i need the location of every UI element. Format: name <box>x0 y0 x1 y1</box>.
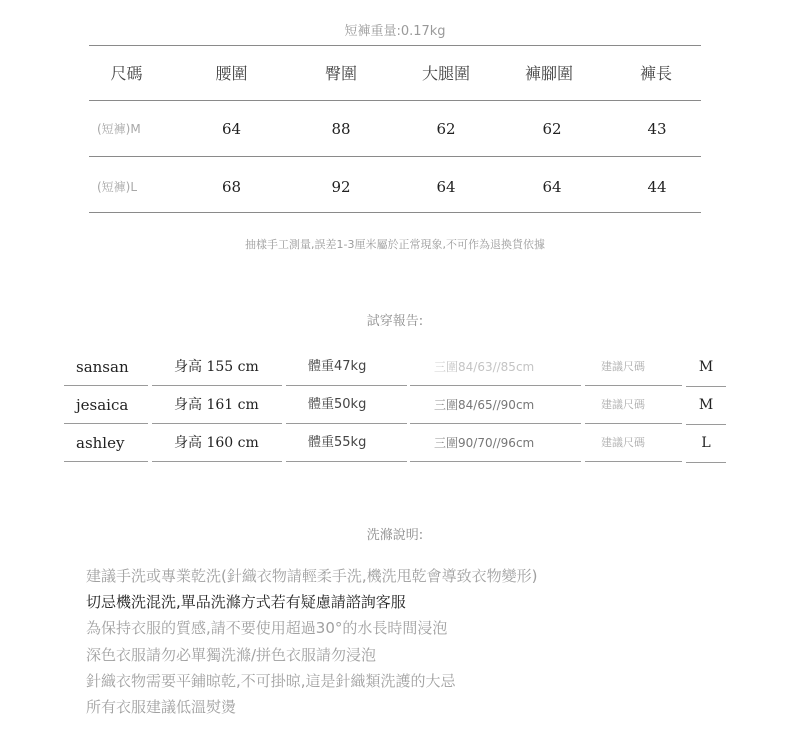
cell-length: 44 <box>647 178 667 196</box>
recommended-size-label: 建議尺碼 <box>585 386 682 424</box>
recommended-size: L <box>686 424 726 463</box>
row-size-label: (短褲)M <box>97 122 141 136</box>
tester-height: 身高 161 cm <box>152 386 282 424</box>
washing-line: 建議手洗或專業乾洗(針織衣物請輕柔手洗,機洗甩乾會導致衣物變形) <box>86 567 538 585</box>
tester-weight: 體重55kg <box>286 424 407 462</box>
cell-leg-opening: 64 <box>542 178 562 196</box>
tester-measurements: 三圍84/65//90cm <box>410 386 581 424</box>
washing-line: 深色衣服請勿必單獨洗滌/拼色衣服請勿浸泡 <box>86 646 377 664</box>
tester-measurements: 三圍84/63//85cm <box>410 348 581 386</box>
washing-line: 所有衣服建議低溫熨燙 <box>86 698 237 716</box>
tester-name: jesaica <box>64 386 148 424</box>
header-thigh: 大腿圍 <box>421 64 470 83</box>
tester-height: 身高 155 cm <box>152 348 282 386</box>
cell-thigh: 62 <box>436 120 456 138</box>
try-on-report-title: 試穿報告: <box>366 314 424 329</box>
cell-length: 43 <box>647 120 667 138</box>
header-waist: 腰圍 <box>215 64 248 83</box>
row-size-label: (短褲)L <box>97 180 138 194</box>
header-hip: 臀圍 <box>324 64 357 83</box>
cell-hip: 88 <box>331 120 351 138</box>
cell-waist: 64 <box>221 120 242 138</box>
tester-measurements: 三圍90/70//96cm <box>410 424 581 462</box>
cell-waist: 68 <box>221 178 242 196</box>
tester-weight: 體重47kg <box>286 348 407 386</box>
table-bottom-rule <box>89 212 701 213</box>
tester-name: ashley <box>64 424 148 462</box>
header-length: 褲長 <box>639 64 672 83</box>
recommended-size-label: 建議尺碼 <box>585 424 682 462</box>
table-row-rule <box>89 156 701 157</box>
tester-weight: 體重50kg <box>286 386 407 424</box>
cell-thigh: 64 <box>436 178 456 196</box>
washing-line: 針織衣物需要平鋪晾乾,不可掛晾,這是針織類洗護的大忌 <box>86 672 456 690</box>
header-leg-opening: 褲腳圍 <box>524 64 573 83</box>
size-table-header-row <box>89 46 701 102</box>
measurement-note: 抽樣手工測量,誤差1-3厘米屬於正常現象,不可作為退換貨依據 <box>245 238 545 251</box>
recommended-size: M <box>686 348 726 387</box>
cell-leg-opening: 62 <box>542 120 562 138</box>
table-row <box>89 159 701 215</box>
washing-line: 為保持衣服的質感,請不要使用超過30°的水長時間浸泡 <box>86 619 448 637</box>
header-size: 尺碼 <box>110 64 143 83</box>
washing-line: 切忌機洗混洗,單品洗滌方式若有疑慮請諮詢客服 <box>86 593 406 611</box>
washing-instructions-title: 洗滌說明: <box>366 528 424 543</box>
tester-height: 身高 160 cm <box>152 424 282 462</box>
tester-name: sansan <box>64 348 148 386</box>
cell-hip: 92 <box>331 178 351 196</box>
table-row <box>89 101 701 157</box>
recommended-size: M <box>686 386 726 425</box>
garment-weight-caption: 短褲重量:0.17kg <box>344 24 446 39</box>
recommended-size-label: 建議尺碼 <box>585 348 682 386</box>
